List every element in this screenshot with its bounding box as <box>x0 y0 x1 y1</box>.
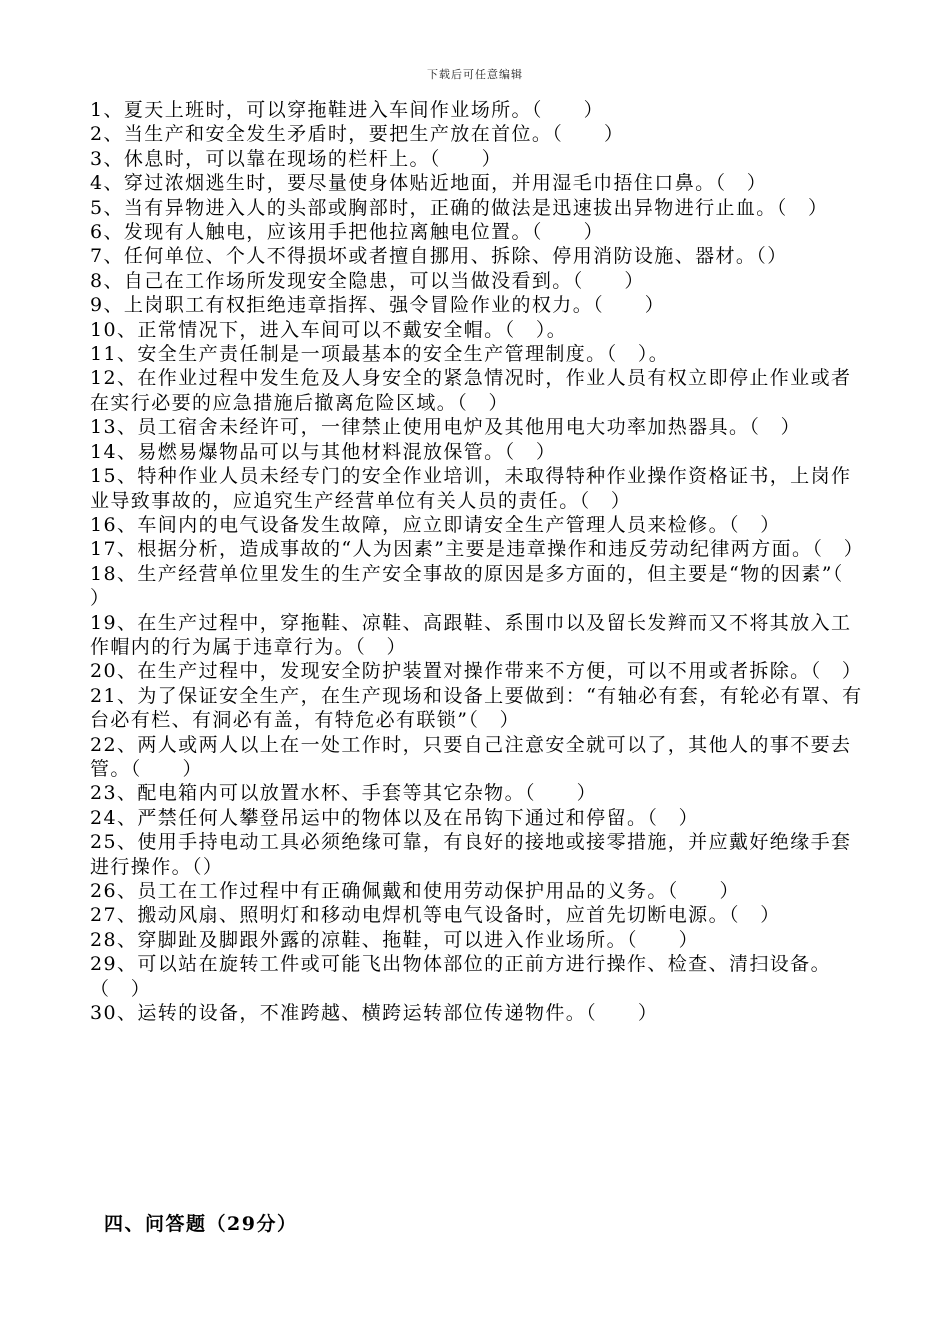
question-item: 3、休息时，可以靠在现场的栏杆上。（ ） <box>90 147 502 170</box>
question-item: 25、使用手持电动工具必须绝缘可靠，有良好的接地或接零措施，并应戴好绝缘手套进行操作。（） <box>90 831 852 878</box>
question-item: 19、在生产过程中，穿拖鞋、凉鞋、高跟鞋、系围巾以及留长发辫而又不将其放入工作帽内的行为属于违章行为。（ ） <box>90 611 852 658</box>
question-item: 17、根据分析，造成事故的“人为因素”主要是违章操作和违反劳动纪律两方面。（ ） <box>90 538 865 561</box>
question-item: 16、车间内的电气设备发生故障，应立即请安全生产管理人员来检修。（ ） <box>90 513 781 536</box>
question-item: 14、易燃易爆物品可以与其他材料混放保管。（ ） <box>90 440 557 463</box>
question-item: 7、任何单位、个人不得损坏或者擅自挪用、拆除、停用消防设施、器材。（） <box>90 245 788 268</box>
true-false-question-list <box>90 98 885 1025</box>
question-item: 29、可以站在旋转工件或可能飞出物体部位的正前方进行操作、检查、清扫设备。（ ） <box>90 953 831 1000</box>
question-item: 24、严禁任何人攀登吊运中的物体以及在吊钩下通过和停留。（ ） <box>90 806 700 829</box>
question-item: 22、两人或两人以上在一处工作时，只要自己注意安全就可以了，其他人的事不要去管。（ ） <box>90 733 852 780</box>
question-item: 28、穿脚趾及脚跟外露的凉鞋、拖鞋，可以进入作业场所。（ ） <box>90 928 700 951</box>
question-item: 9、上岗职工有权拒绝违章指挥、强令冒险作业的权力。（ ） <box>90 294 666 317</box>
question-item: 13、员工宿舍未经许可，一律禁止使用电炉及其他用电大功率加热器具。（ ） <box>90 416 802 439</box>
section-heading: 四、问答题（29分） <box>104 1213 298 1235</box>
question-item: 2、当生产和安全发生矛盾时，要把生产放在首位。（ ） <box>90 123 625 146</box>
question-item: 4、穿过浓烟逃生时，要尽量使身体贴近地面，并用湿毛巾捂住口鼻。（ ） <box>90 172 768 195</box>
question-item: 20、在生产过程中，发现安全防护装置对操作带来不方便，可以不用或者拆除。（ ） <box>90 660 863 683</box>
question-item: 30、运转的设备，不准跨越、横跨运转部位传递物件。（ ） <box>90 1002 659 1025</box>
question-item: 15、特种作业人员未经专门的安全作业培训，未取得特种作业操作资格证书，上岗作业导致事故的，应追究生产经营单位有关人员的责任。（ ） <box>90 465 852 512</box>
question-item: 11、安全生产责任制是一项最基本的安全生产管理制度。（ ）。 <box>90 343 670 366</box>
question-item: 5、当有异物进入人的头部或胸部时，正确的做法是迅速拔出异物进行止血。（ ） <box>90 196 829 219</box>
question-item: 8、自己在工作场所发现安全隐患，可以当做没看到。（ ） <box>90 269 645 292</box>
question-item: 18、生产经营单位里发生的生产安全事故的原因是多方面的，但主要是“物的因素”（ ） <box>90 562 885 610</box>
question-item: 12、在作业过程中发生危及人身安全的紧急情况时，作业人员有权立即停止作业或者在实行必要的应急措施后撤离危险区域。（ ） <box>90 367 852 414</box>
question-item: 27、搬动风扇、照明灯和移动电焊机等电气设备时，应首先切断电源。（ ） <box>90 904 781 927</box>
page-header: 下载后可任意编辑 <box>427 68 523 81</box>
question-item: 26、员工在工作过程中有正确佩戴和使用劳动保护用品的义务。（ ） <box>90 880 740 902</box>
question-item: 6、发现有人触电，应该用手把他拉离触电位置。（ ） <box>90 221 604 244</box>
question-item: 1、夏天上班时，可以穿拖鞋进入车间作业场所。（ ） <box>90 99 604 121</box>
question-item: 23、配电箱内可以放置水杯、手套等其它杂物。（ ） <box>90 782 598 805</box>
question-item: 21、为了保证安全生产，在生产现场和设备上要做到：“有轴必有套，有轮必有罩、有台必有栏、有洞必有盖，有特危必有联锁”（ ） <box>90 684 863 732</box>
question-item: 10、正常情况下，进入车间可以不戴安全帽。（ ）。 <box>90 318 568 341</box>
